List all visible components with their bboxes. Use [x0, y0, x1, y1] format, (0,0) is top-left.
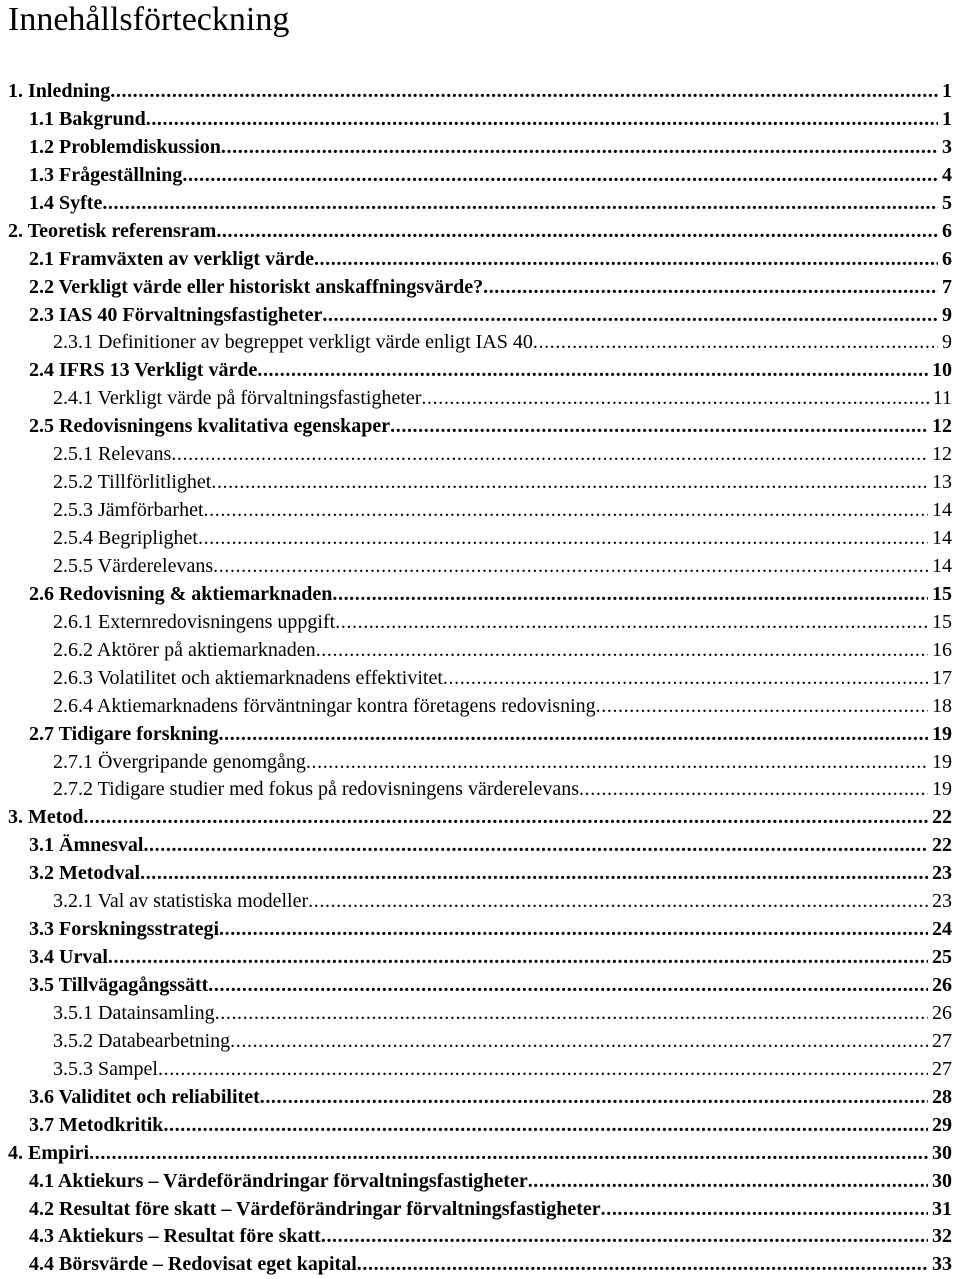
toc-entry[interactable] [8, 218, 952, 246]
toc-entry-title: 3.5.2 Databearbetning [53, 1029, 231, 1052]
toc-page-number: 15 [932, 610, 952, 633]
toc-dot-leader [332, 581, 928, 609]
toc-entry[interactable] [8, 776, 952, 804]
toc-entry-title: 2.6.1 Externredovisningens uppgift [53, 610, 336, 633]
toc-entry-title: 2.2 Verkligt värde eller historiskt anskaffningsvärde? [29, 275, 484, 298]
toc-page-number: 27 [932, 1029, 952, 1052]
toc-entry[interactable] [8, 609, 952, 637]
toc-entry-title: 2.4 IFRS 13 Verkligt värde [29, 359, 258, 382]
toc-dot-leader [102, 190, 938, 218]
toc-page-number: 15 [932, 582, 952, 605]
toc-page-number: 1 [942, 80, 952, 102]
toc-page-number: 19 [932, 750, 952, 773]
toc-dot-leader [158, 1056, 928, 1084]
toc-entry-title: 3.4 Urval [29, 946, 108, 969]
toc-dot-leader [211, 469, 928, 497]
toc-entry[interactable] [8, 134, 952, 162]
toc-dot-leader [171, 441, 928, 469]
toc-page-number: 9 [942, 331, 952, 354]
toc-entry[interactable] [8, 106, 952, 134]
toc-entry-title: 3.2.1 Val av statistiska modeller [53, 890, 309, 913]
toc-dot-leader [316, 637, 928, 665]
toc-entry[interactable] [8, 1251, 952, 1279]
toc-dot-leader [146, 106, 938, 134]
toc-entry-title: 2.5.1 Relevans [53, 443, 172, 466]
toc-page-number: 9 [942, 303, 952, 326]
toc-dot-leader [528, 1168, 928, 1196]
toc-dot-leader [143, 832, 928, 860]
toc-entry[interactable] [8, 832, 952, 860]
toc-entry[interactable] [8, 1223, 952, 1251]
toc-entry-title: 4. Empiri [8, 1141, 90, 1164]
toc-entry[interactable] [8, 860, 952, 888]
toc-entry-title: 2.6 Redovisning & aktiemarknaden [29, 582, 333, 605]
toc-dot-leader [443, 665, 928, 693]
toc-entry[interactable] [8, 581, 952, 609]
toc-entry-title: 2.5.3 Jämförbarhet [53, 499, 204, 522]
toc-page-number: 33 [932, 1253, 952, 1276]
toc-entry[interactable] [8, 302, 952, 330]
toc-entry-title: 2.3 IAS 40 Förvaltningsfastigheter [29, 303, 323, 326]
page-title: Innehållsförteckning [8, 1, 290, 38]
toc-page-number: 12 [932, 443, 952, 466]
toc-page-number: 1 [942, 107, 952, 130]
toc-entry-title: 3.5 Tillvägagångssätt [29, 974, 209, 996]
toc-page-number: 17 [932, 666, 952, 689]
toc-page-number: 7 [942, 275, 952, 298]
toc-entry[interactable] [8, 804, 952, 832]
toc-entry-title: 3.1 Ämnesval [29, 834, 144, 857]
toc-entry[interactable] [8, 190, 952, 218]
toc-entry-title: 3.7 Metodkritik [29, 1113, 164, 1136]
toc-page-number: 27 [932, 1057, 952, 1080]
toc-entry-title: 2.3.1 Definitioner av begreppet verkligt värde enligt IAS 40 [53, 331, 533, 354]
toc-page-number: 28 [932, 1085, 952, 1108]
toc-dot-leader [322, 302, 938, 330]
toc-page-number: 14 [932, 527, 952, 549]
toc-page-number: 6 [942, 219, 952, 242]
toc-entry-title: 1. Inledning [8, 80, 111, 102]
toc-entry[interactable] [8, 469, 952, 497]
toc-entry-title: 2.5.5 Värderelevans [53, 554, 214, 577]
toc-entry[interactable] [8, 749, 952, 777]
toc-entry[interactable] [8, 1084, 952, 1112]
toc-page-number: 26 [932, 974, 952, 996]
toc-dot-leader [216, 218, 938, 246]
toc-entry[interactable] [8, 1168, 952, 1196]
toc-dot-leader [483, 274, 938, 302]
toc-entry-title: 2.7.2 Tidigare studier med fokus på redovisningens värderelevans [53, 778, 580, 801]
toc-dot-leader [163, 1112, 928, 1140]
toc-dot-leader [257, 357, 928, 385]
toc-entry-title: 2.7 Tidigare forskning [29, 722, 219, 745]
toc-entry[interactable] [8, 1140, 952, 1168]
toc-entry[interactable] [8, 1000, 952, 1028]
toc-dot-leader [314, 246, 938, 274]
toc-dot-leader [84, 804, 928, 832]
toc-dot-leader [357, 1251, 928, 1279]
toc-dot-leader [182, 162, 938, 190]
toc-page-number: 16 [932, 638, 952, 661]
toc-entry-title: 2.5.2 Tillförlitlighet [53, 471, 212, 494]
toc-page-number: 22 [932, 834, 952, 857]
toc-entry-title: 4.2 Resultat före skatt – Värdeförändringar förvaltningsfastigheter [29, 1197, 601, 1220]
toc-page-number: 14 [932, 499, 952, 522]
toc-page-number: 13 [932, 471, 952, 494]
toc-page-number: 29 [932, 1113, 952, 1136]
toc-entry[interactable] [8, 525, 952, 553]
toc-page-number: 19 [932, 778, 952, 801]
toc-dot-leader [108, 944, 928, 972]
toc-dot-leader [219, 916, 928, 944]
toc-entry[interactable] [8, 1196, 952, 1224]
toc-entry[interactable] [8, 385, 952, 413]
toc-entry[interactable] [8, 413, 952, 441]
toc-entry-title: 1.4 Syfte [29, 191, 103, 214]
toc-dot-leader [390, 413, 928, 441]
toc-page-number: 25 [932, 946, 952, 969]
toc-list [8, 78, 952, 1279]
toc-entry-title: 4.1 Aktiekurs – Värdeförändringar förvaltningsfastigheter [29, 1169, 528, 1192]
toc-dot-leader [219, 721, 929, 749]
toc-dot-leader [579, 776, 928, 804]
toc-page-number: 22 [932, 806, 952, 829]
toc-entry-title: 2.5.4 Begriplighet [53, 527, 198, 549]
toc-entry[interactable] [8, 916, 952, 944]
toc-dot-leader [221, 134, 938, 162]
toc-page-number: 11 [932, 387, 952, 410]
toc-entry[interactable] [8, 693, 952, 721]
toc-entry-title: 2.7.1 Övergripande genomgång [53, 750, 306, 773]
toc-dot-leader [230, 1028, 928, 1056]
toc-entry-title: 3.5.3 Sampel [53, 1057, 158, 1080]
toc-page-number: 30 [932, 1169, 952, 1192]
toc-page-number: 3 [942, 135, 952, 158]
toc-entry[interactable] [8, 665, 952, 693]
toc-dot-leader [601, 1196, 928, 1224]
toc-entry-title: 3.5.1 Datainsamling [53, 1001, 215, 1024]
toc-dot-leader [306, 749, 928, 777]
toc-dot-leader [204, 497, 928, 525]
toc-dot-leader [89, 1140, 928, 1168]
toc-entry[interactable] [8, 972, 952, 1000]
toc-page-number: 23 [932, 862, 952, 885]
toc-dot-leader [533, 329, 938, 357]
toc-dot-leader [213, 553, 928, 581]
toc-page-number: 5 [942, 191, 952, 214]
toc-page-number: 24 [932, 918, 952, 941]
toc-dot-leader [308, 888, 928, 916]
toc-dot-leader [110, 78, 938, 106]
toc-entry-title: 2.6.3 Volatilitet och aktiemarknadens effektivitet [53, 666, 443, 689]
toc-page-number: 4 [942, 163, 952, 186]
toc-entry-title: 1.1 Bakgrund [29, 107, 146, 130]
toc-entry[interactable] [8, 329, 952, 357]
toc-dot-leader [321, 1223, 928, 1251]
toc-dot-leader [215, 1000, 928, 1028]
toc-entry-title: 2.6.4 Aktiemarknadens förväntningar kontra företagens redovisning [53, 694, 596, 717]
toc-dot-leader [198, 525, 928, 553]
toc-dot-leader [335, 609, 928, 637]
toc-dot-leader [208, 972, 928, 1000]
toc-entry[interactable] [8, 888, 952, 916]
toc-entry-title: 2.1 Framväxten av verkligt värde [29, 247, 314, 270]
toc-entry-title: 1.2 Problemdiskussion [29, 135, 221, 158]
toc-entry-title: 1.3 Frågeställning [29, 163, 183, 186]
toc-entry-title: 2.6.2 Aktörer på aktiemarknaden [53, 638, 316, 661]
toc-entry-title: 4.4 Börsvärde – Redovisat eget kapital [29, 1253, 357, 1276]
toc-page-number: 30 [932, 1141, 952, 1164]
toc-page-number: 31 [932, 1197, 952, 1220]
toc-dot-leader [140, 860, 928, 888]
toc-entry[interactable] [8, 497, 952, 525]
toc-entry[interactable] [8, 637, 952, 665]
toc-entry[interactable] [8, 441, 952, 469]
toc-entry-title: 4.3 Aktiekurs – Resultat före skatt [29, 1225, 321, 1248]
toc-entry[interactable] [8, 944, 952, 972]
toc-dot-leader [596, 693, 928, 721]
toc-page-number: 12 [932, 415, 952, 438]
toc-entry-title: 2. Teoretisk referensram [8, 219, 217, 242]
toc-page-number: 23 [932, 890, 952, 913]
toc-dot-leader [260, 1084, 928, 1112]
toc-dot-leader [421, 385, 928, 413]
toc-entry[interactable] [8, 78, 952, 106]
toc-page-number: 6 [942, 247, 952, 270]
toc-page-number: 26 [932, 1001, 952, 1024]
toc-page-number: 18 [932, 694, 952, 717]
toc-entry-title: 3. Metod [8, 806, 84, 829]
toc-entry[interactable] [8, 274, 952, 302]
toc-entry-title: 3.3 Forskningsstrategi [29, 918, 219, 941]
toc-page-number: 14 [932, 554, 952, 577]
toc-page-number: 10 [932, 359, 952, 382]
toc-page-number: 32 [932, 1225, 952, 1248]
toc-entry[interactable] [8, 1028, 952, 1056]
toc-entry[interactable] [8, 246, 952, 274]
toc-entry[interactable] [8, 1112, 952, 1140]
toc-entry-title: 2.4.1 Verkligt värde på förvaltningsfastigheter [53, 387, 422, 410]
toc-entry-title: 2.5 Redovisningens kvalitativa egenskaper [29, 415, 391, 438]
toc-entry[interactable] [8, 162, 952, 190]
toc-entry-title: 3.2 Metodval [29, 862, 141, 885]
toc-page-number: 19 [932, 722, 952, 745]
toc-entry[interactable] [8, 357, 952, 385]
toc-entry[interactable] [8, 553, 952, 581]
toc-entry[interactable] [8, 1056, 952, 1084]
toc-entry[interactable] [8, 721, 952, 749]
toc-entry-title: 3.6 Validitet och reliabilitet [29, 1085, 260, 1108]
